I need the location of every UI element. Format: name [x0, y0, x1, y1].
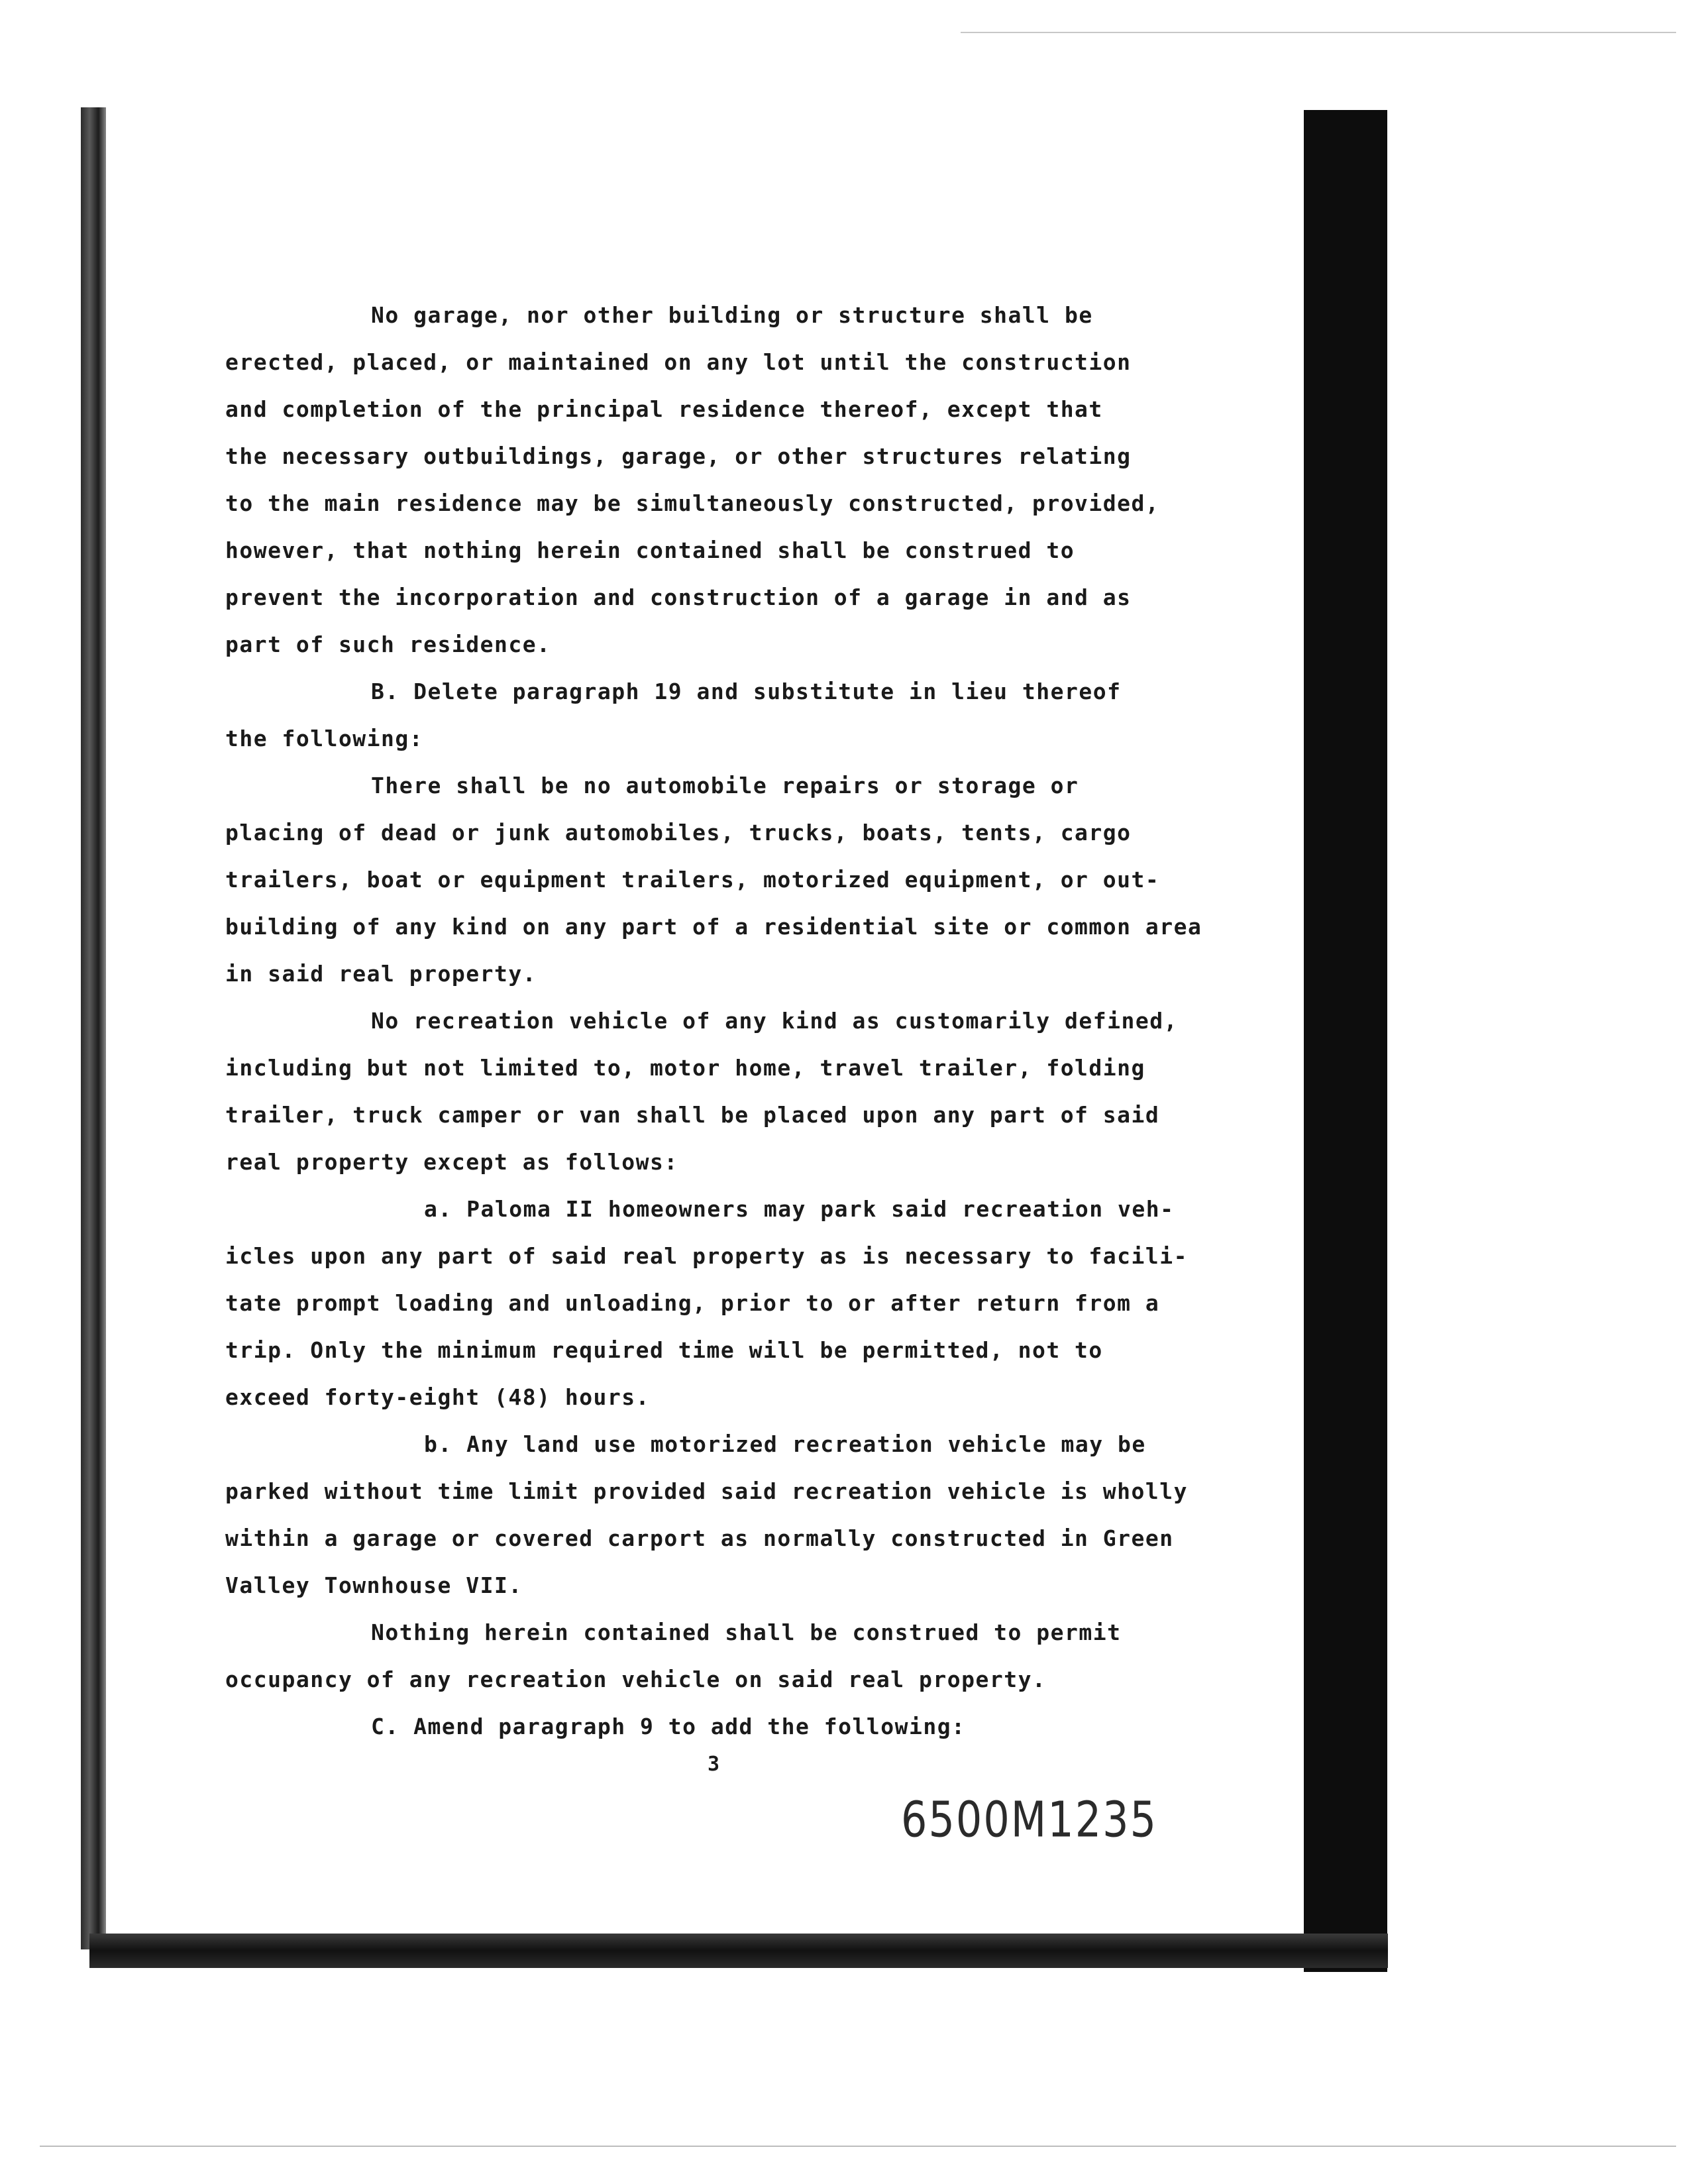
document-stamp-number: 6500M1235: [901, 1790, 1158, 1849]
text-line: within a garage or covered carport as normally constructed in Green: [225, 1525, 1174, 1551]
text-line: part of such residence.: [225, 631, 551, 657]
text-line: occupancy of any recreation vehicle on said real property.: [225, 1666, 1047, 1692]
text-line: however, that nothing herein contained shall be construed to: [225, 537, 1075, 563]
text-line: exceed forty-eight (48) hours.: [225, 1384, 651, 1410]
text-line: icles upon any part of said real property as is necessary to facili-: [225, 1243, 1189, 1269]
text-line: trailer, truck camper or van shall be placed upon any part of said: [225, 1102, 1160, 1128]
left-scan-border: [81, 107, 106, 1949]
text-line: the necessary outbuildings, garage, or other structures relating: [225, 443, 1132, 469]
top-scan-line: [961, 32, 1676, 33]
text-line: in said real property.: [225, 961, 537, 987]
text-line: the following:: [225, 726, 424, 751]
document-body: [225, 292, 1232, 1750]
text-line: prevent the incorporation and construction of a garage in and as: [225, 584, 1132, 610]
text-line: placing of dead or junk automobiles, trucks, boats, tents, cargo: [225, 820, 1132, 846]
text-line: to the main residence may be simultaneously constructed, provided,: [225, 490, 1160, 516]
text-line: tate prompt loading and unloading, prior to or after return from a: [225, 1290, 1160, 1316]
page-number: 3: [708, 1753, 720, 1776]
text-line: real property except as follows:: [225, 1149, 678, 1175]
text-line: No garage, nor other building or structure shall be: [371, 302, 1093, 328]
bottom-scan-border: [89, 1934, 1388, 1968]
bottom-scan-line: [40, 2146, 1676, 2147]
text-line: trailers, boat or equipment trailers, motorized equipment, or out-: [225, 867, 1160, 893]
text-line: Nothing herein contained shall be construed to permit: [371, 1619, 1122, 1645]
text-line: building of any kind on any part of a residential site or common area: [225, 914, 1202, 940]
text-line: b. Any land use motorized recreation vehicle may be: [424, 1431, 1146, 1457]
text-line: There shall be no automobile repairs or storage or: [371, 773, 1079, 798]
text-line: parked without time limit provided said recreation vehicle is wholly: [225, 1478, 1189, 1504]
text-line: No recreation vehicle of any kind as customarily defined,: [371, 1008, 1178, 1034]
text-line: C. Amend paragraph 9 to add the following:: [371, 1714, 966, 1739]
text-line: erected, placed, or maintained on any lot until the construction: [225, 349, 1132, 375]
text-line: B. Delete paragraph 19 and substitute in lieu thereof: [371, 679, 1122, 704]
text-line: Valley Townhouse VII.: [225, 1572, 523, 1598]
right-scan-border: [1304, 110, 1387, 1972]
text-line: and completion of the principal residence thereof, except that: [225, 396, 1103, 422]
text-line: a. Paloma II homeowners may park said recreation veh-: [424, 1196, 1175, 1222]
text-line: including but not limited to, motor home, travel trailer, folding: [225, 1055, 1145, 1081]
text-line: trip. Only the minimum required time will be permitted, not to: [225, 1337, 1103, 1363]
